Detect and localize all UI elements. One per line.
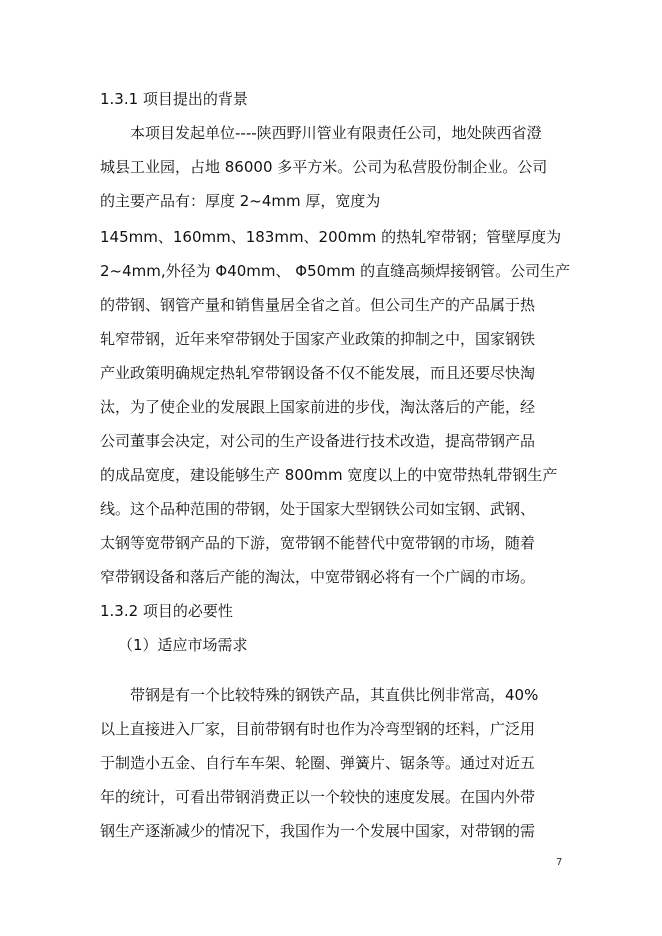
paragraph-line: 窄带钢设备和落后产能的淘汰，中宽带钢必将有一个广阔的市场。 [100,568,536,586]
paragraph-line: 公司董事会决定，对公司的生产设备进行技术改造，提高带钢产品 [100,432,536,450]
paragraph-line: 钢生产逐渐减少的情况下，我国作为一个发展中国家，对带钢的需 [100,822,536,840]
paragraph-line: 太钢等宽带钢产品的下游，宽带钢不能替代中宽带钢的市场，随着 [100,534,536,552]
paragraph-line: 2~4mm,外径为 Φ40mm、 Φ50mm 的直缝高频焊接钢管。公司生产 [100,262,571,280]
paragraph-line: 城县工业园，占地 86000 多平方米。公司为私营股份制企业。公司 [100,158,548,176]
paragraph-line: 带钢是有一个比较特殊的钢铁产品，其直供比例非常高，40% [130,686,539,704]
section-heading-background: 1.3.1 项目提出的背景 [100,90,248,108]
paragraph-line: 汰，为了使企业的发展跟上国家前进的步伐，淘汰落后的产能，经 [100,398,536,416]
paragraph-line: 的成品宽度，建设能够生产 800mm 宽度以上的中宽带热轧带钢生产 [100,466,558,484]
section-heading-necessity: 1.3.2 项目的必要性 [100,602,233,620]
paragraph-line: 于制造小五金、自行车车架、轮圈、弹簧片、锯条等。通过对近五 [100,754,536,772]
paragraph-line: 轧窄带钢，近年来窄带钢处于国家产业政策的抑制之中，国家钢铁 [100,330,536,348]
paragraph-line: 以上直接进入厂家，目前带钢有时也作为冷弯型钢的坯料，广泛用 [100,720,536,738]
paragraph-line: 的带钢、钢管产量和销售量居全省之首。但公司生产的产品属于热 [100,296,536,314]
page-number: 7 [556,857,563,868]
paragraph-line: 本项目发起单位----陕西野川管业有限责任公司，地处陕西省澄 [130,124,542,142]
subsection-heading-market-demand: （1）适应市场需求 [118,636,248,654]
paragraph-line: 年的统计，可看出带钢消费正以一个较快的速度发展。在国内外带 [100,788,536,806]
paragraph-line: 145mm、160mm、183mm、200mm 的热轧窄带钢；管壁厚度为 [100,228,562,246]
paragraph-line: 的主要产品有：厚度 2~4mm 厚，宽度为 [100,192,381,210]
paragraph-line: 产业政策明确规定热轧窄带钢设备不仅不能发展，而且还要尽快淘 [100,364,536,382]
paragraph-line: 线。这个品种范围的带钢，处于国家大型钢铁公司如宝钢、武钢、 [100,500,536,518]
